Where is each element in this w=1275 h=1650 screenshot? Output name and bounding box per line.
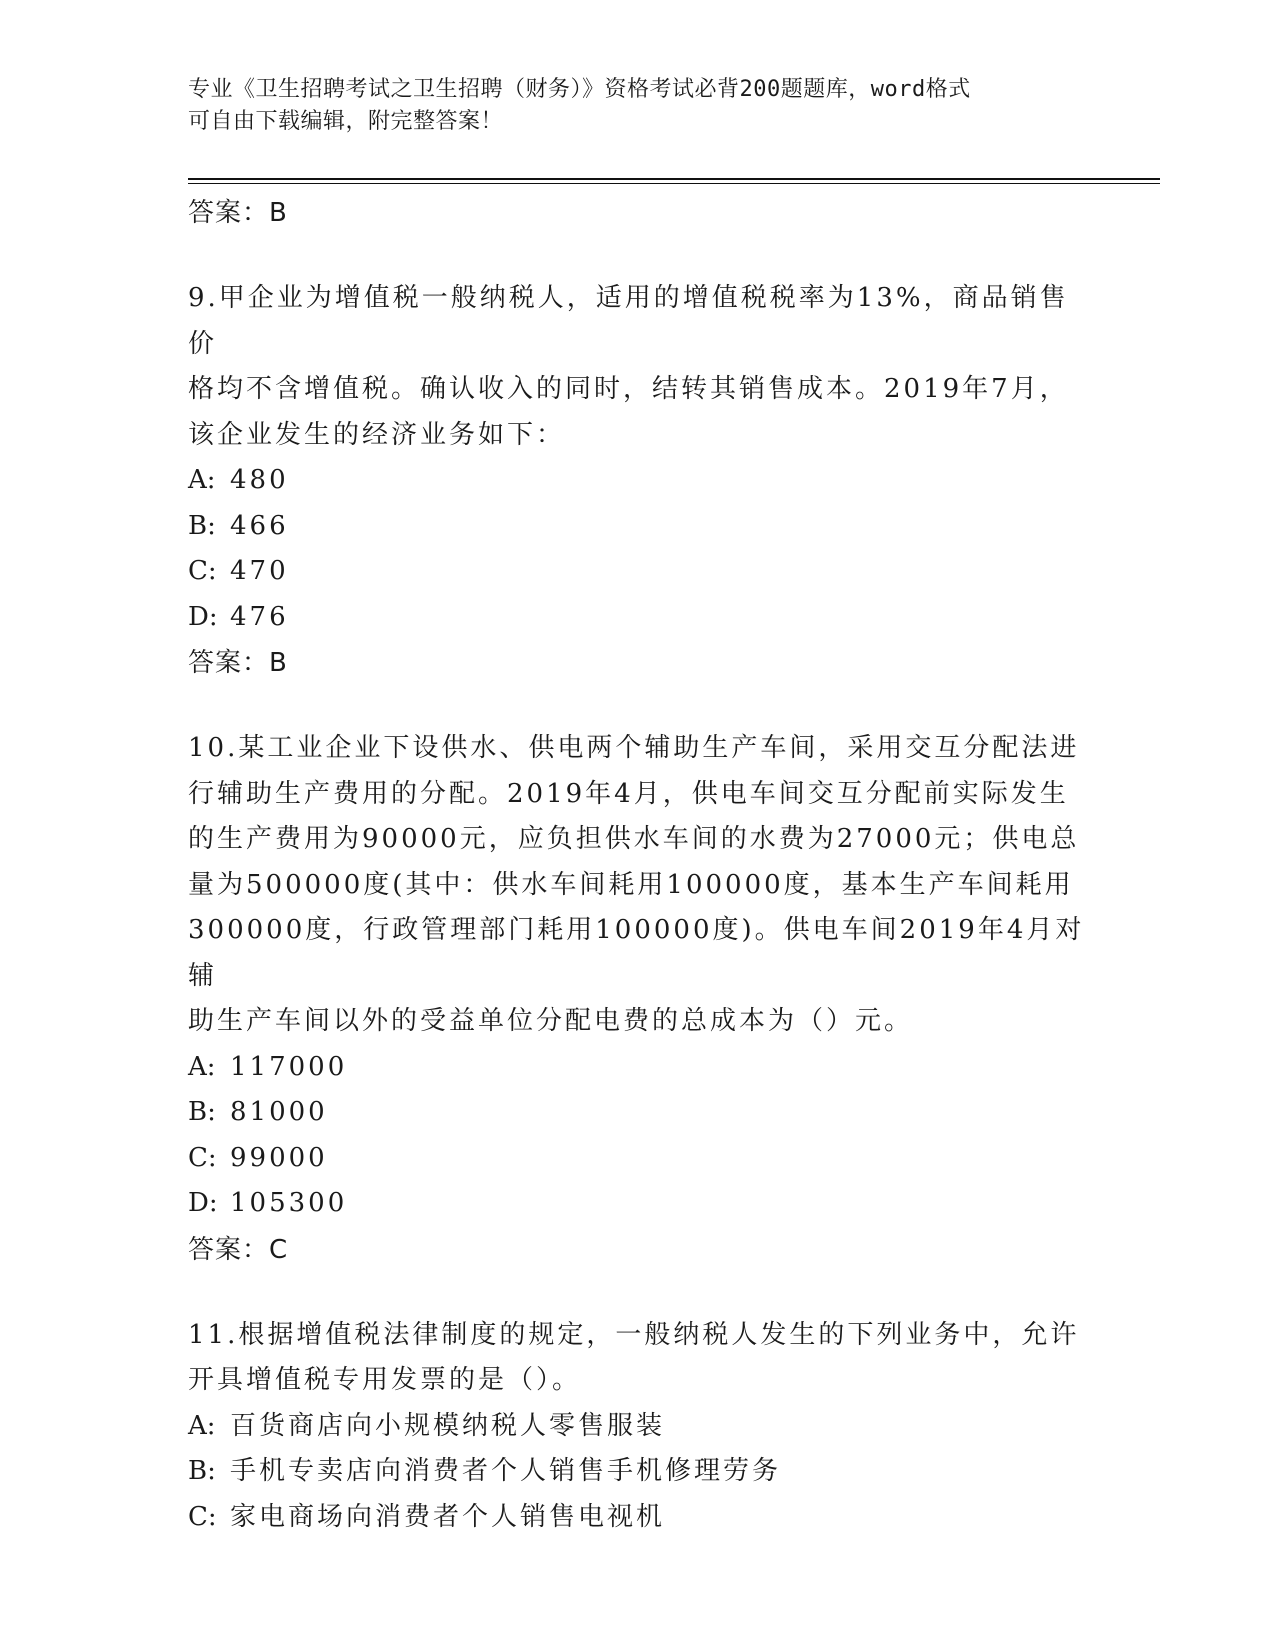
- option-text: 81000: [230, 1097, 328, 1127]
- answer-label: 答案：C: [188, 1234, 289, 1265]
- question-line: 助生产车间以外的受益单位分配电费的总成本为（）元。: [188, 1006, 914, 1036]
- option-c: [188, 1495, 1088, 1541]
- option-text: 手机专卖店向消费者个人销售手机修理劳务: [230, 1456, 782, 1486]
- spacer: [188, 1273, 1088, 1313]
- option-text: 476: [230, 601, 289, 632]
- option-letter: D:: [188, 1188, 218, 1218]
- document-header: [188, 74, 1088, 138]
- question-line: 300000度，行政管理部门耗用100000度)。供电车间2019年4月对辅: [188, 915, 1085, 991]
- option-text: 117000: [230, 1051, 348, 1082]
- question-text: [188, 726, 1088, 1045]
- question-block: [188, 276, 1088, 686]
- option-c: [188, 1136, 1088, 1182]
- header-divider-thin: [188, 183, 1160, 184]
- header-line-2: 可自由下载编辑，附完整答案！: [188, 109, 504, 134]
- option-a: [188, 458, 1088, 504]
- question-line: 该企业发生的经济业务如下：: [188, 419, 566, 450]
- question-text: [188, 1313, 1088, 1404]
- option-letter: C:: [188, 1501, 217, 1532]
- option-d: [188, 1181, 1088, 1227]
- option-letter: C:: [188, 556, 217, 586]
- option-c: [188, 549, 1088, 595]
- question-line: 9.甲企业为增值税一般纳税人，适用的增值税税率为13%，商品销售价: [188, 283, 1069, 359]
- option-letter: A:: [188, 465, 216, 495]
- option-letter: D:: [188, 601, 218, 632]
- question-line: 开具增值税专用发票的是（）。: [188, 1365, 582, 1395]
- option-text: 470: [230, 556, 289, 586]
- answer-label: 答案：B: [188, 648, 288, 678]
- option-text: 105300: [230, 1188, 348, 1218]
- option-text: 466: [230, 510, 289, 541]
- question-line: 11.根据增值税法律制度的规定，一般纳税人发生的下列业务中，允许: [188, 1319, 1080, 1350]
- answer-label: 答案：B: [188, 198, 288, 228]
- option-letter: B:: [188, 510, 216, 541]
- option-b: [188, 1090, 1088, 1136]
- question-line: 行辅助生产费用的分配。2019年4月，供电车间交互分配前实际发生: [188, 778, 1069, 809]
- question-line: 的生产费用为90000元，应负担供水车间的水费为27000元；供电总: [188, 824, 1080, 854]
- option-text: 家电商场向消费者个人销售电视机: [230, 1501, 666, 1532]
- header-divider-thick: [188, 178, 1160, 180]
- option-letter: B:: [188, 1097, 216, 1127]
- question-block: [188, 726, 1088, 1273]
- option-letter: B:: [188, 1456, 216, 1486]
- option-letter: C:: [188, 1142, 217, 1173]
- option-d: [188, 595, 1088, 641]
- option-text: 99000: [230, 1142, 328, 1173]
- question-line: 量为500000度(其中：供水车间耗用100000度，基本生产车间耗用: [188, 869, 1074, 900]
- option-text: 480: [230, 465, 289, 495]
- option-letter: A:: [188, 1051, 216, 1082]
- spacer: [188, 236, 1088, 276]
- option-a: [188, 1404, 1088, 1450]
- question-text: [188, 276, 1088, 458]
- option-b: [188, 504, 1088, 550]
- option-letter: A:: [188, 1410, 216, 1441]
- spacer: [188, 686, 1088, 726]
- document-body: [188, 190, 1088, 1540]
- header-line-1: 专业《卫生招聘考试之卫生招聘（财务）》资格考试必背200题题库，word格式: [188, 77, 971, 102]
- option-text: 百货商店向小规模纳税人零售服装: [230, 1410, 666, 1441]
- option-a: [188, 1045, 1088, 1091]
- question-block: [188, 1313, 1088, 1541]
- question-line: 10.某工业企业下设供水、供电两个辅助生产车间，采用交互分配法进: [188, 733, 1080, 763]
- option-b: [188, 1449, 1088, 1495]
- question-line: 格均不含增值税。确认收入的同时，结转其销售成本。2019年7月，: [188, 374, 1069, 404]
